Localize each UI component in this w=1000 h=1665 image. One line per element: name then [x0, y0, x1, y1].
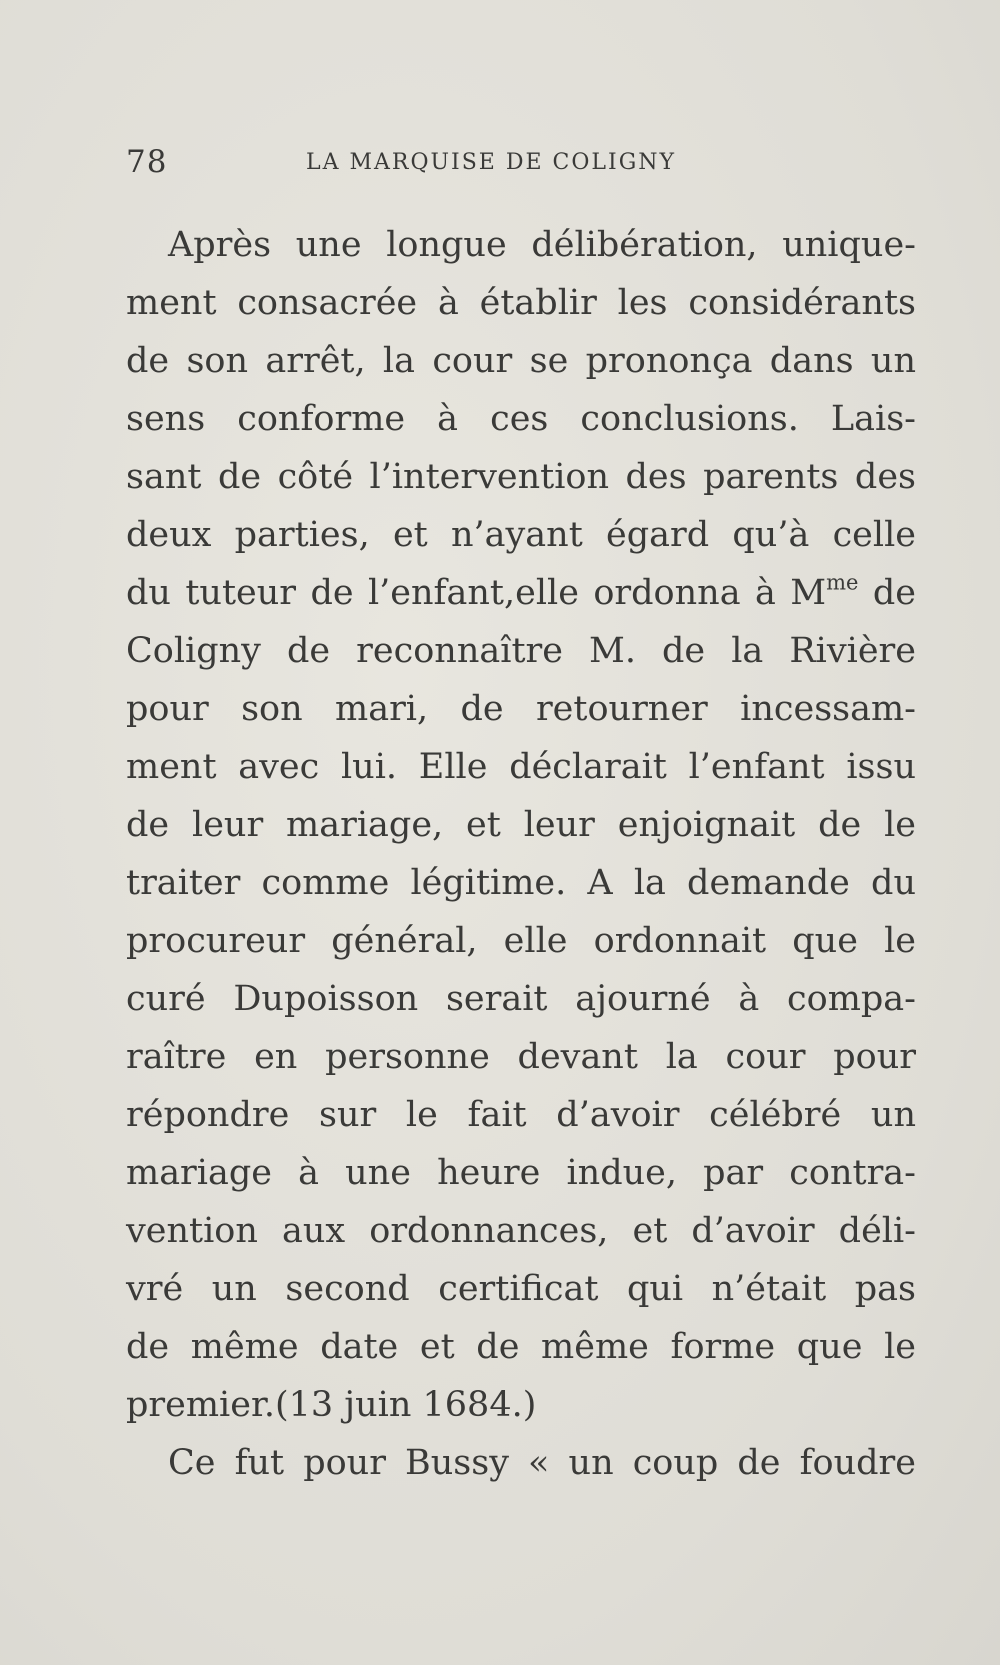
text-line: sens conforme à ces conclusions. Lais-	[126, 399, 916, 439]
text-line	[126, 564, 916, 622]
text-line: vention aux ordonnances, et d’avoir déli-	[126, 1211, 916, 1251]
text-line: deux parties, et n’ayant égard qu’à celle	[126, 515, 916, 555]
text-line: raître en personne devant la cour pour	[126, 1037, 916, 1077]
text-line: de son arrêt, la cour se prononça dans un	[126, 341, 916, 381]
text-line: Coligny de reconnaître M. de la Rivière	[126, 631, 916, 671]
text-line: procureur général, elle ordonnait que le	[126, 921, 916, 961]
text-line: répondre sur le fait d’avoir célébré un	[126, 1095, 916, 1135]
text-line: vré un second certificat qui n’était pas	[126, 1269, 916, 1309]
text-line: Après une longue délibération, unique-	[168, 225, 916, 265]
text-line: sant de côté l’intervention des parents des	[126, 457, 916, 497]
text-line: de même date et de même forme que le	[126, 1327, 916, 1367]
text-line: de leur mariage, et leur enjoignait de le	[126, 805, 916, 845]
running-title: LA MARQUISE DE COLIGNY	[306, 150, 677, 175]
text-line: Ce fut pour Bussy « un coup de foudre	[168, 1443, 916, 1483]
text-line-part: de	[858, 573, 916, 613]
text-line-part: du tuteur de l’enfant,elle ordonna à M	[126, 573, 827, 613]
text-line: ment avec lui. Elle déclarait l’enfant issu	[126, 747, 916, 787]
text-line: pour son mari, de retourner incessam-	[126, 689, 916, 729]
text-line: curé Dupoisson serait ajourné à compa-	[126, 979, 916, 1019]
text-line: premier.(13 juin 1684.)	[126, 1385, 537, 1425]
body-text	[126, 216, 916, 1492]
text-line: traiter comme légitime. A la demande du	[126, 863, 916, 903]
superscript: me	[826, 570, 859, 595]
page-number: 78	[126, 144, 168, 180]
text-line: ment consacrée à établir les considérants	[126, 283, 916, 323]
running-head	[126, 144, 916, 184]
text-line: mariage à une heure indue, par contra-	[126, 1153, 916, 1193]
